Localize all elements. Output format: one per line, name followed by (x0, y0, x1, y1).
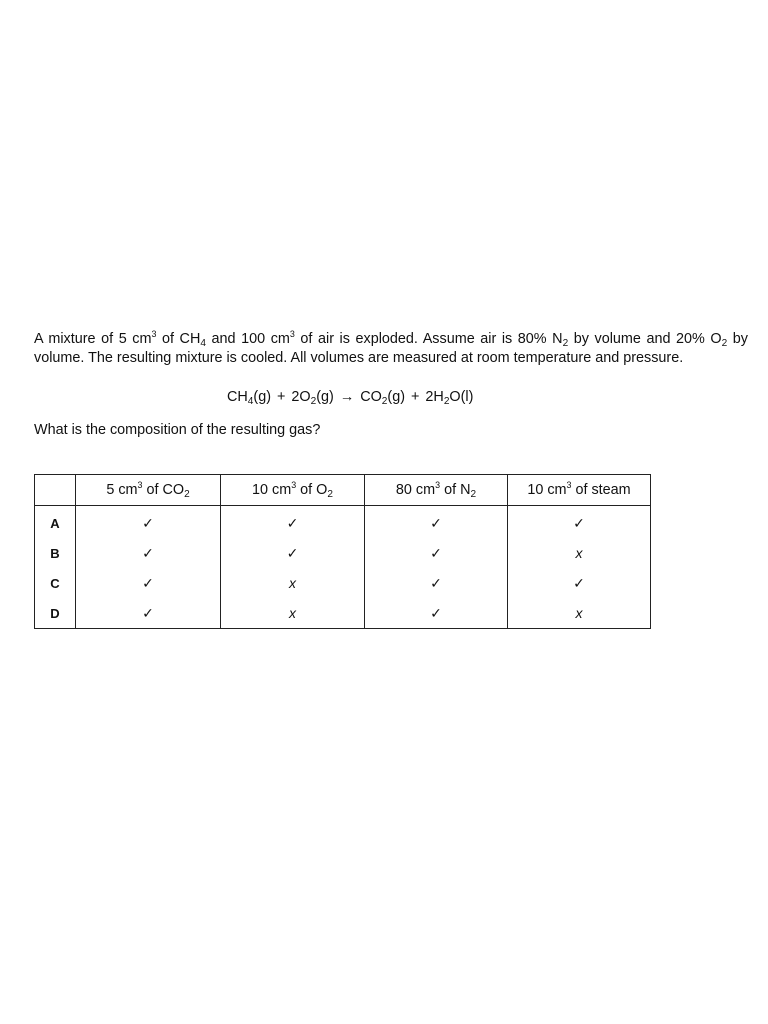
intro-text: of air is exploded. Assume air is 80% N (294, 331, 563, 347)
intro-subscript: 2 (721, 338, 728, 349)
equation-term: CH (227, 389, 248, 405)
option-mark: x (508, 598, 651, 629)
equation-term: O(l) (449, 389, 474, 405)
intro-text: by volume and 20% O (568, 331, 722, 347)
option-row-d (35, 598, 651, 629)
intro-text: by volume. The resulting mixture is cooled. All volumes are measured at room temperature and pressure. (34, 331, 749, 366)
question-prompt: What is the composition of the resulting gas? (34, 422, 321, 438)
equation-term: 2O (291, 389, 311, 405)
option-key: C (35, 568, 76, 598)
option-key: A (35, 506, 76, 539)
intro-text: A mixture of 5 cm (34, 331, 152, 347)
question-block (34, 330, 748, 440)
header-o2: 10 $cm^3$ of $O_2$ (221, 475, 365, 506)
option-mark: ✓ (365, 568, 508, 598)
equation-term: CO (360, 389, 382, 405)
option-mark: ✓ (508, 568, 651, 598)
intro-text: and 100 cm (205, 331, 290, 347)
option-mark: ✓ (76, 598, 221, 629)
header-n2: 80 $cm^3$ of $N_2$ (365, 475, 508, 506)
option-mark: ✓ (508, 506, 651, 539)
reaction-equation (34, 388, 748, 407)
question-intro (34, 330, 748, 368)
option-mark: ✓ (365, 598, 508, 629)
header-co2: 5 $cm^3$ of $CO_2$ (76, 475, 221, 506)
header-blank (35, 475, 76, 506)
equation-subscript: 2 (443, 396, 450, 407)
option-mark: x (221, 598, 365, 629)
option-key: B (35, 538, 76, 568)
option-key: D (35, 598, 76, 629)
option-row-c (35, 568, 651, 598)
option-mark: ✓ (365, 506, 508, 539)
equation-subscript: 4 (247, 396, 254, 407)
answer-table (34, 474, 651, 629)
option-mark: ✓ (76, 538, 221, 568)
equation-subscript: 2 (381, 396, 388, 407)
equation-state: (g) (316, 389, 334, 405)
reaction-arrow: → (339, 389, 355, 405)
option-row-a (35, 506, 651, 539)
intro-superscript: 3 (151, 329, 157, 339)
equation-term: 2H (425, 389, 444, 405)
equation-plus: + (277, 389, 286, 405)
option-mark: ✓ (76, 568, 221, 598)
equation-state: (g) (387, 389, 405, 405)
option-row-b (35, 538, 651, 568)
option-mark: ✓ (221, 506, 365, 539)
equation-state: (g) (253, 389, 271, 405)
intro-subscript: 4 (200, 338, 206, 349)
header-steam: 10 $cm^3$ of steam (508, 475, 651, 506)
intro-superscript: 3 (289, 329, 295, 339)
option-mark: ✓ (221, 538, 365, 568)
option-mark: ✓ (76, 506, 221, 539)
option-mark: x (221, 568, 365, 598)
equation-subscript: 2 (310, 396, 317, 407)
intro-subscript: 2 (562, 338, 569, 349)
answer-table-header-row (35, 475, 651, 506)
option-mark: ✓ (365, 538, 508, 568)
intro-text: of CH (156, 331, 201, 347)
option-mark: x (508, 538, 651, 568)
equation-plus: + (411, 389, 420, 405)
